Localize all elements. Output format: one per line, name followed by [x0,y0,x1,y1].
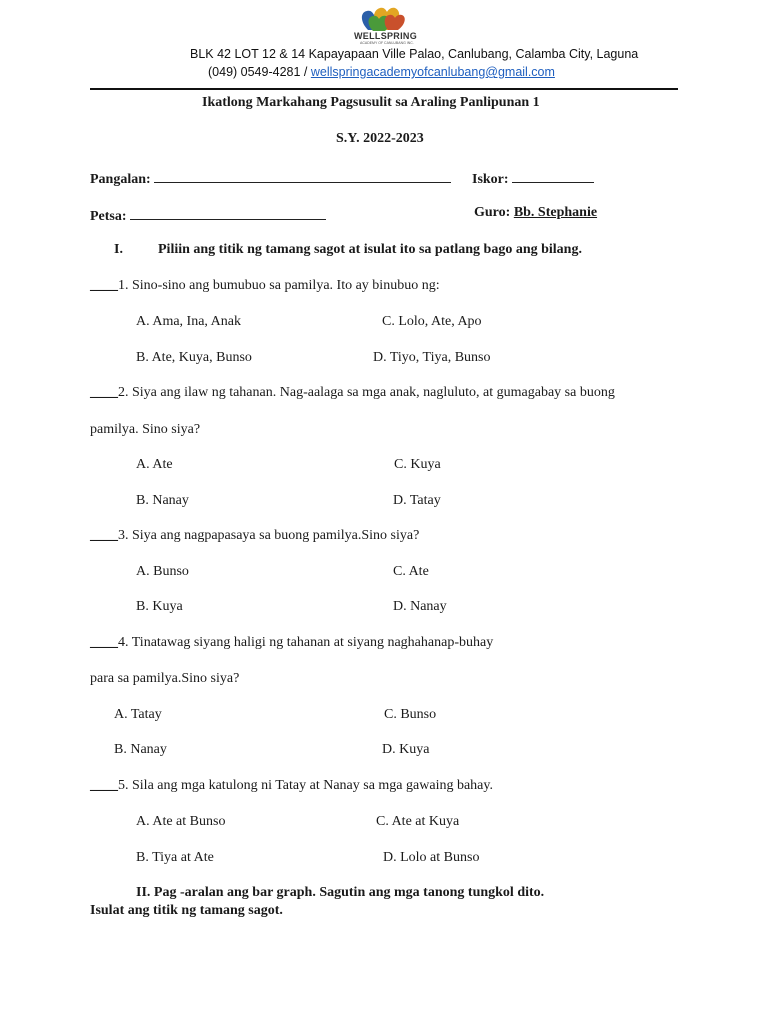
choice-b: B. Ate, Kuya, Bunso [136,350,252,365]
logo-subtitle: ACADEMY OF CANLUBANG INC. [360,41,414,45]
phone-number: (049) 0549-4281 / [208,65,311,79]
question-5 [90,778,493,794]
part2-instruction: II. Pag -aralan ang bar graph. Sagutin ang mga tanong tungkol dito. [136,885,545,900]
question-text: Sino-sino ang bumubuo sa pamilya. Ito ay binubuo ng: [132,278,440,293]
header-divider [90,88,678,90]
part2-instruction-cont: Isulat ang titik ng tamang sagot. [90,903,283,918]
choice-c: C. Bunso [384,707,437,722]
question-number: 5 [118,778,125,793]
score-label: Iskor: [472,172,509,187]
score-blank[interactable] [512,168,594,183]
answer-blank[interactable]: ____ [90,528,118,543]
contact-line [208,65,555,79]
answer-blank[interactable]: ____ [90,385,118,400]
question-continuation: para sa pamilya.Sino siya? [90,671,240,686]
question-3 [90,528,419,544]
choice-a: A. Tatay [114,707,162,722]
choice-a: A. Bunso [136,564,189,579]
score-field [472,168,594,188]
question-4 [90,635,493,651]
teacher-label: Guro: [474,205,511,220]
choice-c: C. Lolo, Ate, Apo [382,314,482,329]
name-field [90,168,451,188]
exam-title: Ikatlong Markahang Pagsusulit sa Araling Panlipunan 1 [202,95,540,110]
question-text: Siya ang nagpapasaya sa buong pamilya.Sino siya? [132,528,420,543]
school-year: S.Y. 2022-2023 [336,131,424,146]
question-2 [90,385,615,401]
answer-blank[interactable]: ____ [90,635,118,650]
choice-d: D. Tiyo, Tiya, Bunso [373,350,491,365]
email-link[interactable]: wellspringacademyofcanlubang@gmail.com [310,65,555,79]
question-number: 4 [118,635,125,650]
school-logo [354,4,417,45]
date-blank[interactable] [130,205,326,220]
choice-b: B. Nanay [114,742,167,757]
choice-c: C. Ate at Kuya [376,814,460,829]
teacher-name: Bb. Stephanie [513,205,598,220]
question-text: Sila ang mga katulong ni Tatay at Nanay sa mga gawaing bahay. [132,778,493,793]
choice-d: D. Lolo at Bunso [383,850,480,865]
choice-d: D. Nanay [393,599,447,614]
answer-blank[interactable]: ____ [90,778,118,793]
logo-hearts-icon [358,4,410,34]
question-separator: . [125,385,132,400]
question-continuation: pamilya. Sino siya? [90,422,201,437]
part1-number: I. [114,242,123,257]
choice-a: A. Ate [136,457,173,472]
choice-a: A. Ama, Ina, Anak [136,314,241,329]
choice-d: D. Kuya [382,742,430,757]
question-separator: . [125,278,132,293]
question-number: 2 [118,385,125,400]
question-number: 3 [118,528,125,543]
question-separator: . [125,635,132,650]
choice-b: B. Kuya [136,599,183,614]
choice-c: C. Ate [393,564,429,579]
choice-b: B. Nanay [136,493,189,508]
choice-b: B. Tiya at Ate [136,850,214,865]
name-blank[interactable] [154,168,451,183]
answer-blank[interactable]: ____ [90,278,118,293]
date-field [90,205,326,225]
question-text: Tinatawag siyang haligi ng tahanan at siyang naghahanap-buhay [131,635,494,650]
question-1 [90,278,440,294]
question-text: Siya ang ilaw ng tahanan. Nag-aalaga sa mga anak, nagluluto, at gumagabay sa buong [132,385,615,400]
school-address: BLK 42 LOT 12 & 14 Kapayapaan Ville Palao, Canlubang, Calamba City, Laguna [190,47,639,61]
choice-a: A. Ate at Bunso [136,814,226,829]
choice-c: C. Kuya [394,457,441,472]
question-number: 1 [118,278,125,293]
question-separator: . [125,528,132,543]
choice-d: D. Tatay [393,493,441,508]
teacher-field [474,205,597,221]
logo-name: WELLSPRING [354,31,417,41]
part1-instruction: Piliin ang titik ng tamang sagot at isulat ito sa patlang bago ang bilang. [158,242,582,257]
question-separator: . [125,778,132,793]
date-label: Petsa: [90,209,127,224]
name-label: Pangalan: [90,172,151,187]
